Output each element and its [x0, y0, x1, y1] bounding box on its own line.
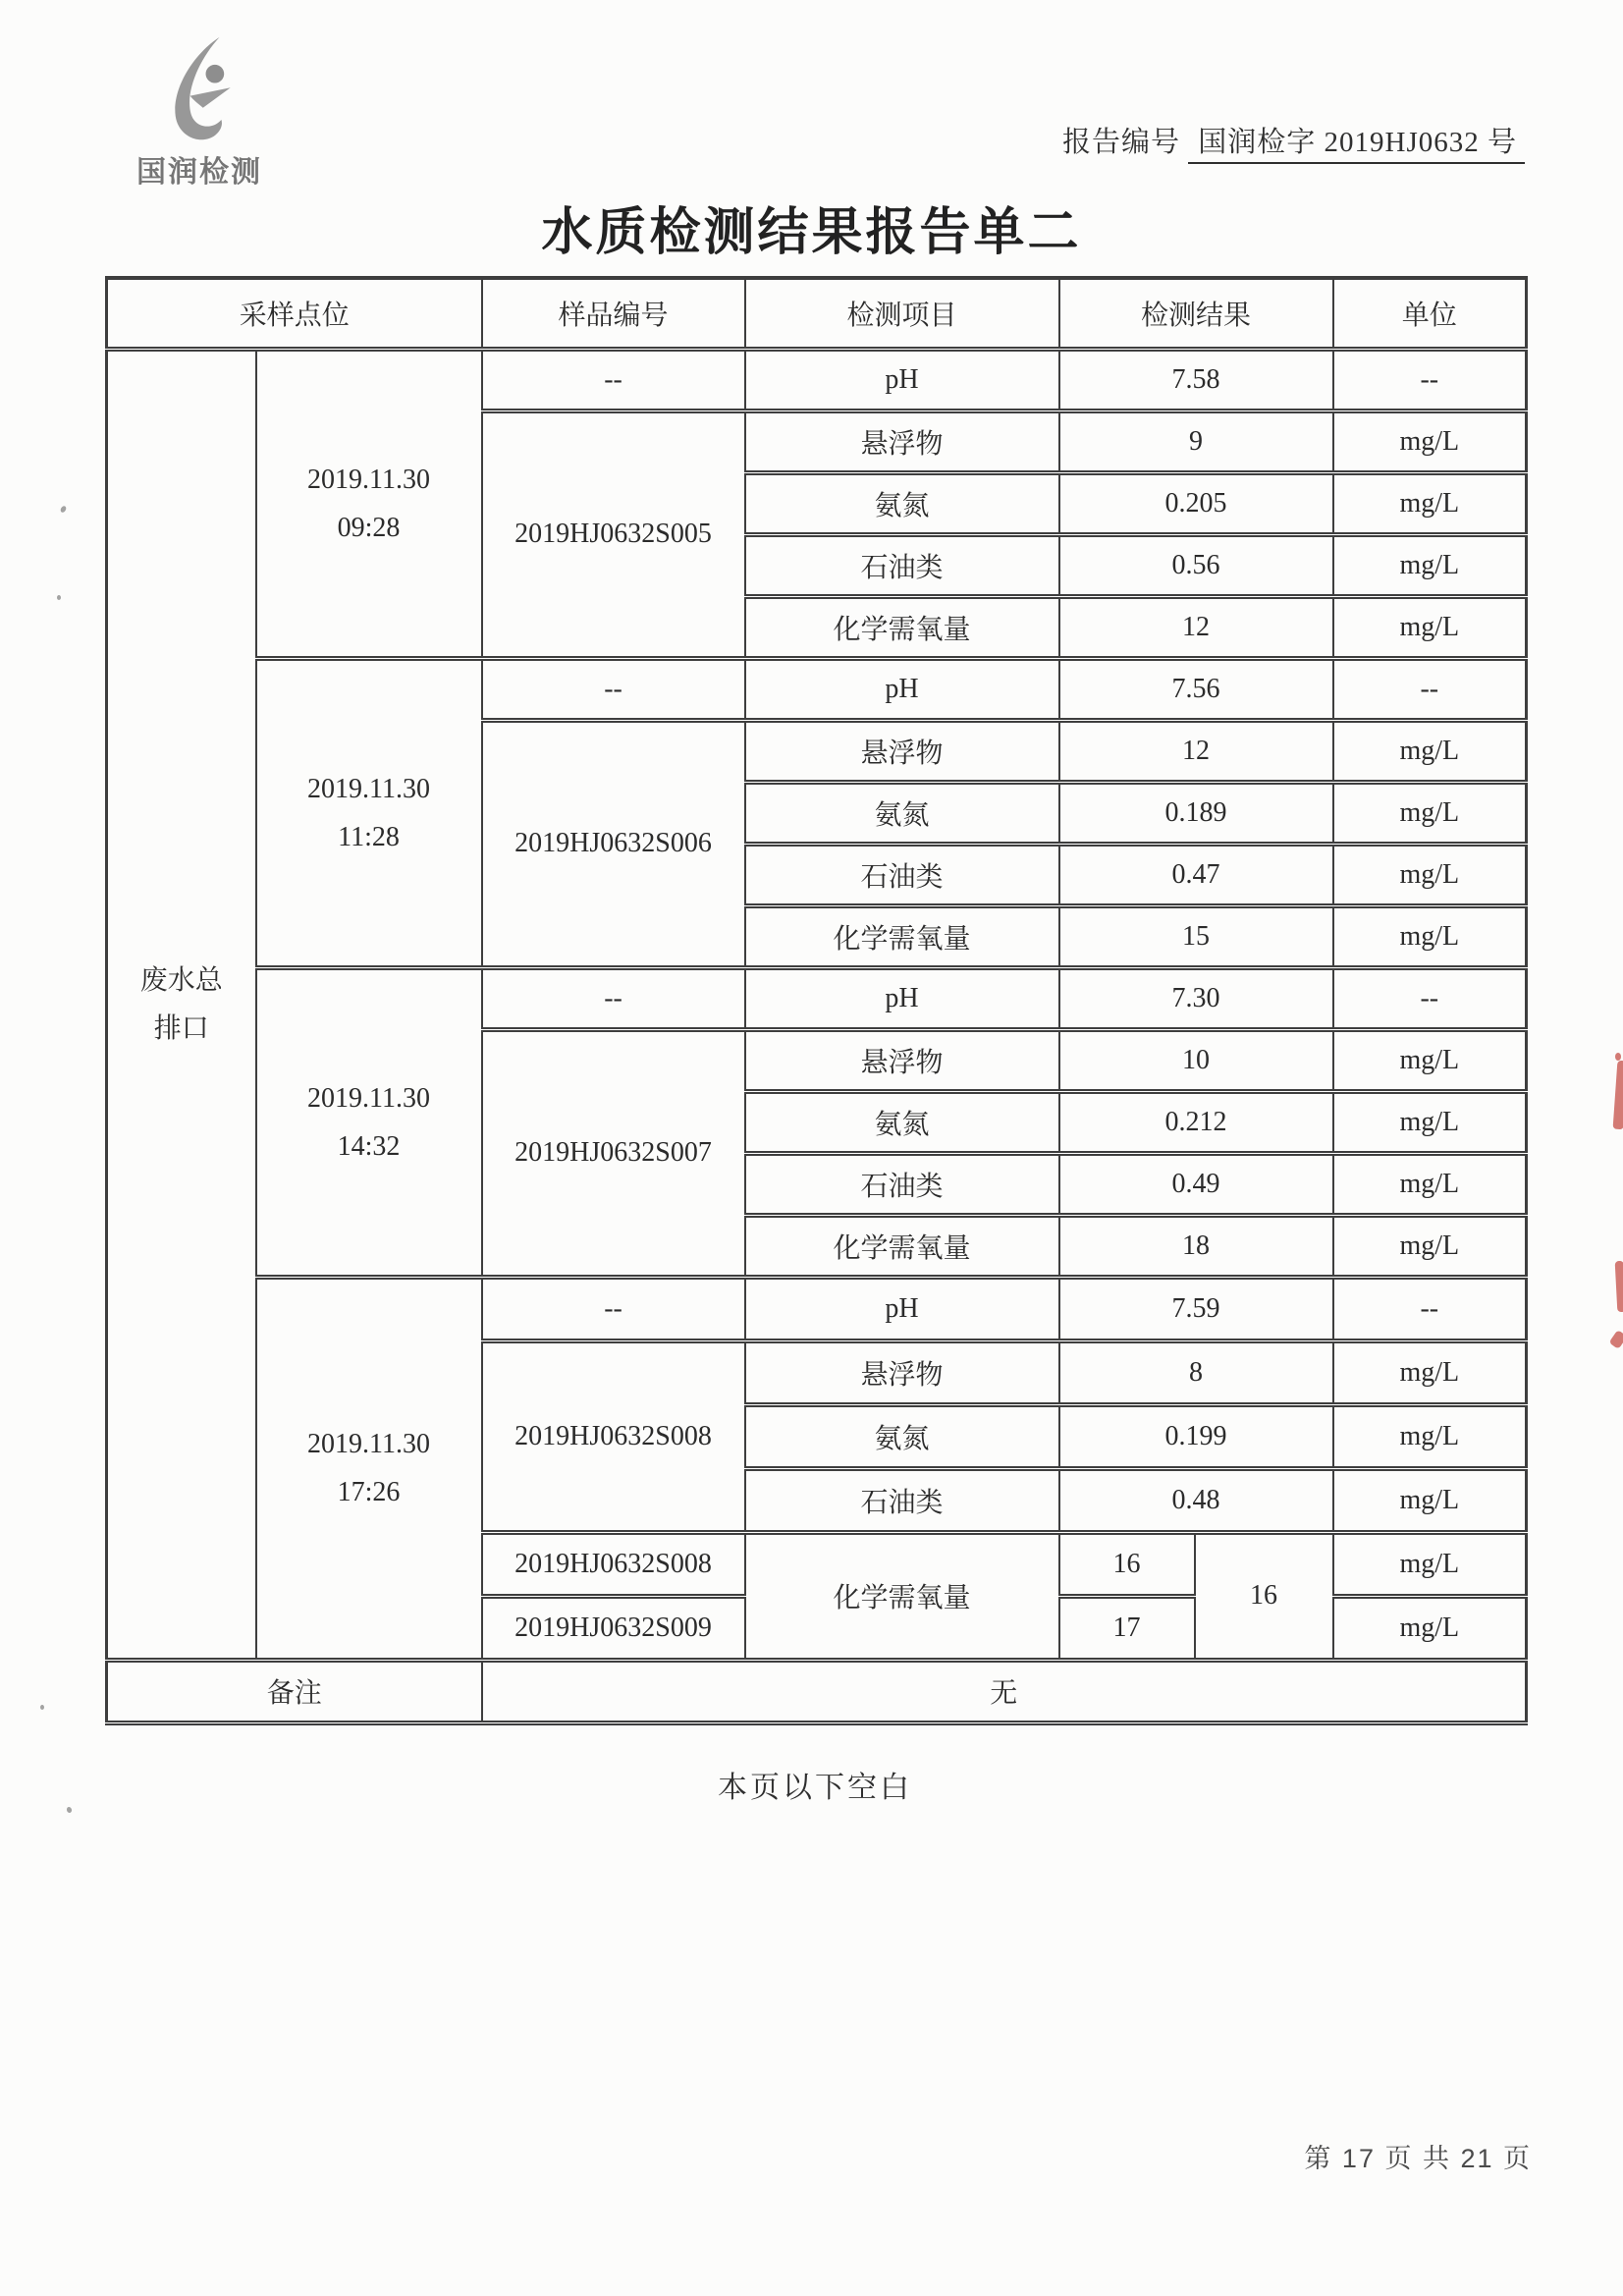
cell-result: 0.212 [1059, 1091, 1333, 1153]
cell-result: 16 [1059, 1532, 1195, 1596]
col-header-sample-no: 样品编号 [482, 278, 745, 349]
cell-unit: mg/L [1333, 844, 1527, 905]
cell-unit: mg/L [1333, 1215, 1527, 1277]
cell-unit: mg/L [1333, 1404, 1527, 1468]
cell-unit: mg/L [1333, 534, 1527, 596]
cell-unit: mg/L [1333, 1596, 1527, 1660]
cell-result: 9 [1059, 410, 1333, 472]
cell-result: 10 [1059, 1029, 1333, 1091]
cell-result: 7.56 [1059, 658, 1333, 720]
scan-speck [57, 595, 61, 600]
cell-result: 0.56 [1059, 534, 1333, 596]
cell-datetime [256, 1277, 482, 1660]
cell-datetime [256, 349, 482, 658]
company-logo [126, 35, 273, 191]
scan-speck [40, 1705, 44, 1710]
cell-unit: -- [1333, 967, 1527, 1029]
col-header-unit: 单位 [1333, 278, 1527, 349]
time-text: 11:28 [338, 821, 400, 852]
cell-sample: 2019HJ0632S009 [482, 1596, 745, 1660]
cell-unit: mg/L [1333, 1468, 1527, 1532]
cell-item: pH [745, 349, 1059, 410]
cell-sample: -- [482, 967, 745, 1029]
cell-item: 石油类 [745, 844, 1059, 905]
cell-item: 石油类 [745, 534, 1059, 596]
cell-unit: mg/L [1333, 1029, 1527, 1091]
cell-unit: mg/L [1333, 720, 1527, 782]
col-header-test-item: 检测项目 [745, 278, 1059, 349]
cell-unit: mg/L [1333, 1091, 1527, 1153]
cell-item: 悬浮物 [745, 1340, 1059, 1404]
cell-result: 0.205 [1059, 472, 1333, 534]
cell-unit: mg/L [1333, 472, 1527, 534]
date-text: 2019.11.30 [307, 773, 430, 804]
cell-item: 氨氮 [745, 1404, 1059, 1468]
report-number-line [1062, 120, 1525, 160]
cell-unit: -- [1333, 1277, 1527, 1340]
cell-result: 18 [1059, 1215, 1333, 1277]
results-table-container [105, 276, 1528, 1725]
cell-sample: 2019HJ0632S007 [482, 1029, 745, 1277]
remark-row [107, 1660, 1527, 1722]
guorun-swoosh-icon [161, 35, 238, 145]
cell-result: 17 [1059, 1596, 1195, 1660]
date-text: 2019.11.30 [307, 464, 430, 495]
cell-sample: 2019HJ0632S008 [482, 1532, 745, 1596]
table-row [107, 967, 1527, 1029]
cell-datetime [256, 658, 482, 967]
red-pen-mark [1615, 1261, 1623, 1312]
cell-unit: mg/L [1333, 1532, 1527, 1596]
cell-result: 0.199 [1059, 1404, 1333, 1468]
cell-item: 化学需氧量 [745, 1532, 1059, 1660]
cell-item: pH [745, 967, 1059, 1029]
cell-item: 悬浮物 [745, 410, 1059, 472]
cell-unit: mg/L [1333, 410, 1527, 472]
below-blank-note: 本页以下空白 [718, 1772, 912, 1804]
cell-result: 12 [1059, 596, 1333, 658]
cell-item: 化学需氧量 [745, 905, 1059, 967]
cell-unit: mg/L [1333, 1153, 1527, 1215]
cell-item: 化学需氧量 [745, 1215, 1059, 1277]
cell-item: 悬浮物 [745, 1029, 1059, 1091]
cell-item: pH [745, 658, 1059, 720]
cell-unit: mg/L [1333, 1340, 1527, 1404]
time-text: 14:32 [337, 1130, 401, 1162]
cell-result-mean: 16 [1195, 1532, 1333, 1660]
remark-value: 无 [482, 1660, 1527, 1722]
date-text: 2019.11.30 [307, 1429, 430, 1459]
cell-result: 7.30 [1059, 967, 1333, 1029]
cell-unit: -- [1333, 349, 1527, 410]
col-header-sampling-point: 采样点位 [107, 278, 482, 349]
cell-item: pH [745, 1277, 1059, 1340]
cell-result: 8 [1059, 1340, 1333, 1404]
cell-item: 石油类 [745, 1153, 1059, 1215]
cell-unit: -- [1333, 658, 1527, 720]
col-header-test-result: 检测结果 [1059, 278, 1333, 349]
cell-item: 悬浮物 [745, 720, 1059, 782]
time-text: 17:26 [337, 1477, 401, 1507]
location-line1: 废水总 [139, 964, 223, 996]
cell-location [107, 349, 256, 1660]
table-header-row [107, 278, 1527, 349]
cell-sample: -- [482, 658, 745, 720]
cell-item: 化学需氧量 [745, 596, 1059, 658]
time-text: 09:28 [337, 512, 401, 543]
page-title: 水质检测结果报告单二 [541, 205, 1082, 261]
table-row [107, 1277, 1527, 1340]
company-logo-text: 国润检测 [136, 156, 262, 189]
red-pen-mark [1608, 1330, 1623, 1349]
page-number: 第 17 页 共 21 页 [1304, 2144, 1532, 2173]
report-number-label: 报告编号 [1062, 127, 1181, 158]
results-table [105, 276, 1528, 1725]
cell-item: 石油类 [745, 1468, 1059, 1532]
cell-item: 氨氮 [745, 1091, 1059, 1153]
cell-unit: mg/L [1333, 905, 1527, 967]
cell-sample: -- [482, 349, 745, 410]
cell-item: 氨氮 [745, 472, 1059, 534]
cell-result: 0.48 [1059, 1468, 1333, 1532]
cell-sample: -- [482, 1277, 745, 1340]
cell-result: 0.189 [1059, 782, 1333, 844]
table-row [107, 658, 1527, 720]
cell-sample: 2019HJ0632S006 [482, 720, 745, 967]
date-text: 2019.11.30 [307, 1082, 430, 1114]
location-line2: 排口 [153, 1012, 209, 1044]
cell-result: 0.49 [1059, 1153, 1333, 1215]
cell-unit: mg/L [1333, 782, 1527, 844]
red-pen-mark [1615, 1053, 1621, 1061]
report-number-value: 国润检字 2019HJ0632 号 [1188, 127, 1525, 164]
cell-result: 15 [1059, 905, 1333, 967]
cell-item: 氨氮 [745, 782, 1059, 844]
cell-sample: 2019HJ0632S008 [482, 1340, 745, 1532]
table-row [107, 349, 1527, 410]
cell-unit: mg/L [1333, 596, 1527, 658]
red-pen-mark [1613, 1061, 1623, 1130]
scan-speck [66, 1806, 73, 1813]
remark-label: 备注 [107, 1660, 482, 1722]
cell-result: 0.47 [1059, 844, 1333, 905]
cell-datetime [256, 967, 482, 1277]
cell-result: 7.58 [1059, 349, 1333, 410]
cell-sample: 2019HJ0632S005 [482, 410, 745, 658]
cell-result: 7.59 [1059, 1277, 1333, 1340]
scan-speck [60, 505, 68, 514]
cell-result: 12 [1059, 720, 1333, 782]
